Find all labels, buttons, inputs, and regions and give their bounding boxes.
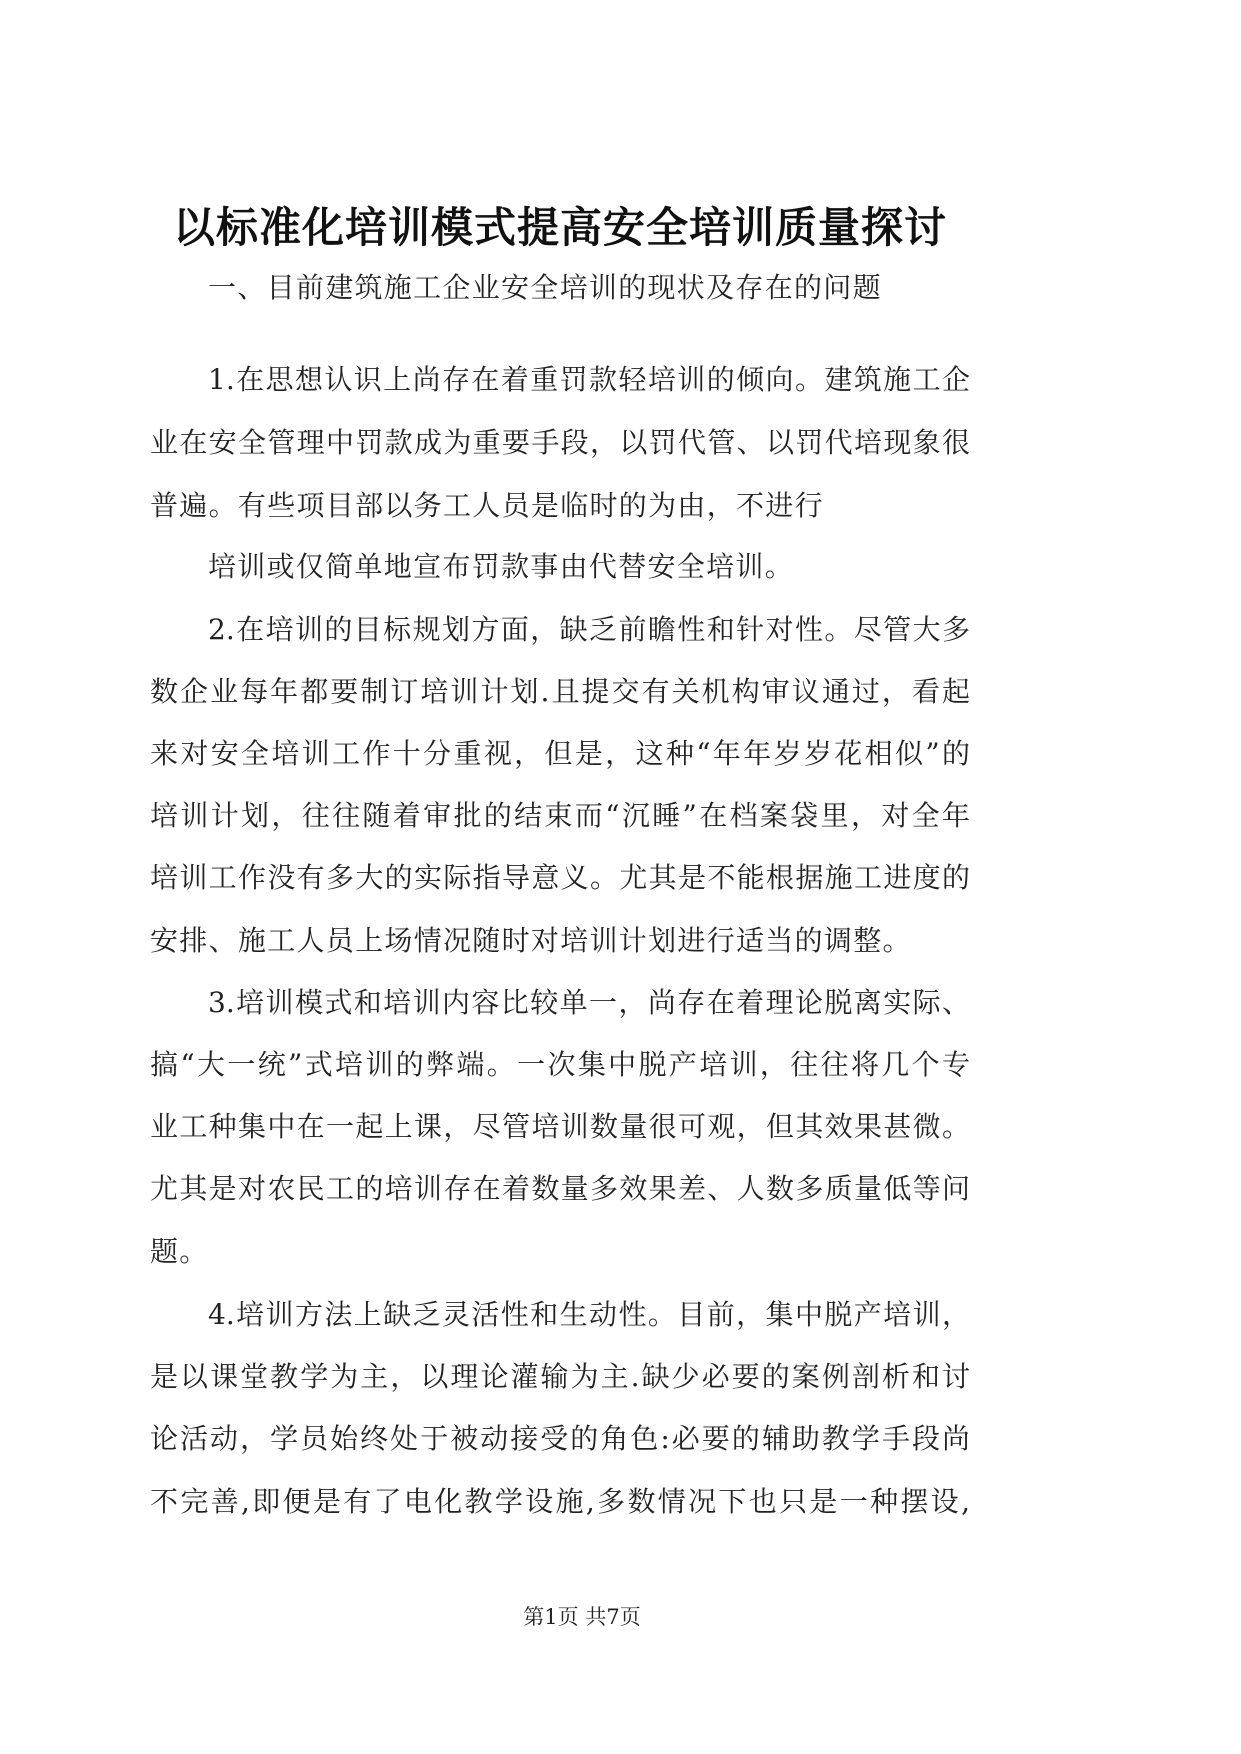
document-title: 以标准化培训模式提高安全培训质量探讨 (172, 203, 947, 252)
paragraph-line: 是以课堂教学为主，以理论灌输为主.缺少必要的案例剖析和讨 (150, 1360, 970, 1393)
paragraph-line: 业在安全管理中罚款成为重要手段，以罚代管、以罚代培现象很 (150, 426, 970, 459)
paragraph-line: 3.培训模式和培训内容比较单一，尚存在着理论脱离实际、 (208, 986, 970, 1019)
paragraph-line: 搞“大一统”式培训的弊端。一次集中脱产培训，往往将几个专 (150, 1048, 970, 1081)
paragraph-line: 业工种集中在一起上课，尽管培训数量很可观，但其效果甚微。 (150, 1110, 970, 1143)
paragraph-line: 培训计划，往往随着审批的结束而“沉睡”在档案袋里，对全年 (150, 799, 970, 832)
paragraph-line: 数企业每年都要制订培训计划.且提交有关机构审议通过，看起 (150, 675, 970, 708)
paragraph-line: 论活动，学员始终处于被动接受的角色:必要的辅助教学手段尚 (150, 1422, 970, 1455)
paragraph-line: 普遍。有些项目部以务工人员是临时的为由，不进行 (150, 489, 824, 522)
paragraph-line: 1.在思想认识上尚存在着重罚款轻培训的倾向。建筑施工企 (208, 363, 970, 396)
paragraph-line: 培训或仅简单地宣布罚款事由代替安全培训。 (208, 550, 795, 583)
paragraph-line: 尤其是对农民工的培训存在着数量多效果差、人数多质量低等问 (150, 1172, 970, 1205)
paragraph-line: 2.在培训的目标规划方面，缺乏前瞻性和针对性。尽管大多 (208, 613, 970, 646)
paragraph-line: 来对安全培训工作十分重视，但是，这种“年年岁岁花相似”的 (150, 737, 970, 770)
page-number-footer: 第1页 共7页 (523, 1605, 641, 1629)
paragraph-line: 安排、施工人员上场情况随时对培训计划进行适当的调整。 (150, 924, 912, 957)
paragraph-line: 4.培训方法上缺乏灵活性和生动性。目前，集中脱产培训， (208, 1298, 970, 1331)
paragraph-line: 不完善,即便是有了电化教学设施,多数情况下也只是一种摆设, (150, 1485, 970, 1518)
paragraph-line: 题。 (150, 1235, 209, 1268)
section-heading: 一、目前建筑施工企业安全培训的现状及存在的问题 (208, 271, 882, 304)
paragraph-line: 培训工作没有多大的实际指导意义。尤其是不能根据施工进度的 (150, 861, 970, 894)
